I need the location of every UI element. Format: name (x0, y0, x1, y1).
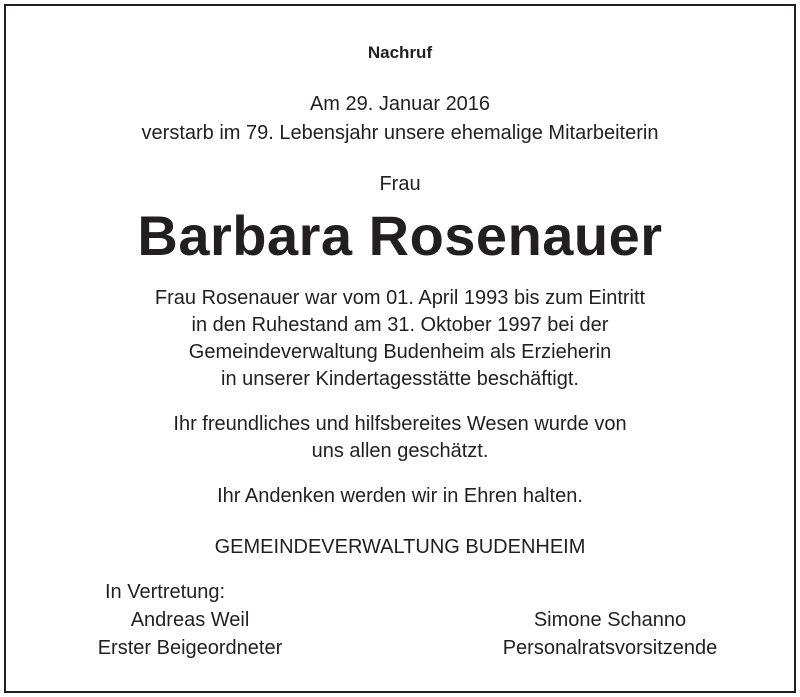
left-signatory-name: Andreas Weil (130, 609, 250, 631)
left-signatory-title: Erster Beigeordneter (97, 637, 283, 659)
tribute-line-1: Ihr freundliches und hilfsbereites Wesen wurde von (173, 413, 627, 435)
representation-label: In Vertretung: (105, 581, 226, 603)
career-line-3: Gemeindeverwaltung Budenheim als Erzieherin (188, 341, 612, 363)
right-signatory-title: Personalratsvorsitzende (502, 637, 718, 659)
career-line-1: Frau Rosenauer war vom 01. April 1993 bis zum Eintritt (154, 287, 646, 309)
deceased-name: Barbara Rosenauer (137, 204, 663, 267)
intro-text-line: verstarb im 79. Lebensjahr unsere ehemalige Mitarbeiterin (141, 122, 659, 144)
intro-date-line: Am 29. Januar 2016 (309, 93, 491, 115)
career-line-2: in den Ruhestand am 31. Oktober 1997 bei der (191, 314, 609, 336)
right-signatory-name: Simone Schanno (533, 609, 687, 631)
closing-line: Ihr Andenken werden wir in Ehren halten. (217, 485, 583, 507)
notice-heading: Nachruf (367, 43, 433, 62)
organization-name: GEMEINDEVERWALTUNG BUDENHEIM (214, 536, 586, 558)
salutation: Frau (379, 173, 421, 195)
tribute-line-2: uns allen geschätzt. (311, 440, 489, 462)
career-line-4: in unserer Kindertagesstätte beschäftigt. (221, 368, 579, 390)
